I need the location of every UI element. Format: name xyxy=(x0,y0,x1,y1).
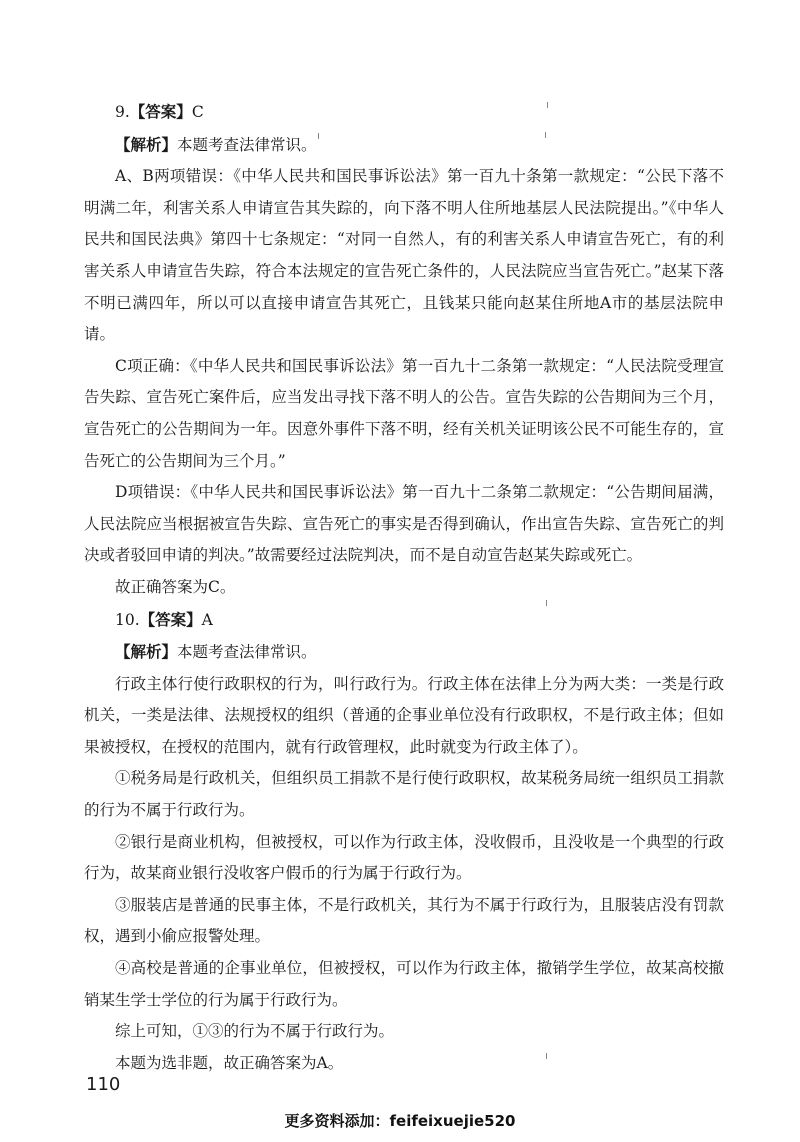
q9-paragraph-c: C项正确：《中华人民共和国民事诉讼法》第一百九十二条第一款规定：“人民法院受理宣告失踪、宣告死亡案件后，应当发出寻找下落不明人的公告。宣告失踪的公告期间为三个月，宣告死亡的公告期间为一年。因意外事件下落不明，经有关机关证明该公民不可能生存的，宣告死亡的公告期间为三个月。” xyxy=(84,356,724,470)
q10-paragraph-item-3: ③服装店是普通的民事主体，不是行政机关，其行为不属于行政行为，且服装店没有罚款权，遇到小偷应报警处理。 xyxy=(84,895,724,946)
q9-answer-value: C xyxy=(191,103,204,121)
q10-paragraph-item-1: ①税务局是行政机关，但组织员工捐款不是行使行政职权，故某税务局统一组织员工捐款的行为不属于行政行为。 xyxy=(84,769,724,820)
page-number: 110 xyxy=(86,1074,121,1095)
q9-answer-label: 【答案】 xyxy=(129,102,192,121)
scan-speck xyxy=(545,132,546,138)
q9-conclusion: 故正确答案为C。 xyxy=(115,577,236,596)
q10-analysis-line xyxy=(84,636,724,669)
q9-analysis-line xyxy=(84,129,724,162)
q10-answer-value: A xyxy=(201,610,213,629)
q10-analysis-label: 【解析】 xyxy=(115,642,178,662)
q10-paragraph-definition: 行政主体行使行政职权的行为，叫行政行为。行政主体在法律上分为两大类：一类是行政机关，一类是法律、法规授权的组织（普通的企事业单位没有行政职权，不是行政主体；但如果被授权，在授权的范围内，就有行政管理权，此时就变为行政主体了）。 xyxy=(84,674,724,756)
page-body xyxy=(84,96,724,1079)
q9-analysis-text: 本题考查法律常识。 xyxy=(177,135,317,154)
q10-summary: 综上可知，①③的行为不属于行政行为。 xyxy=(115,1022,395,1041)
q10-answer-label: 【答案】 xyxy=(139,609,202,629)
scan-speck xyxy=(546,600,547,606)
q10-paragraph-item-4: ④高校是普通的企事业单位，但被授权，可以作为行政主体，撤销学生学位，故某高校撤销某生学士学位的行为属于行政行为。 xyxy=(84,959,724,1009)
scan-speck xyxy=(318,133,319,139)
footer-contact-text: 更多资料添加：feifeixuejie520 xyxy=(284,1112,516,1130)
q9-answer-line xyxy=(84,96,724,129)
q10-answer-line xyxy=(84,604,724,637)
q10-analysis-text: 本题考查法律常识。 xyxy=(177,643,317,662)
q9-paragraph-ab: A、B两项错误：《中华人民共和国民事诉讼法》第一百九十条第一款规定：“公民下落不明满二年，利害关系人申请宣告其失踪的，向下落不明人住所地基层人民法院提出。”《中华人民共和国民法典》第四十七条规定：“对同一自然人，有的利害关系人申请宣告死亡，有的利害关系人申请宣告失踪，符合本法规定的宣告死亡条件的，人民法院应当宣告死亡。”赵某下落不明已满四年，所以可以直接申请宣告其死亡，且钱某只能向赵某住所地A市的基层法院申请。 xyxy=(84,167,724,344)
q9-analysis-label: 【解析】 xyxy=(115,134,178,154)
q9-paragraph-d: D项错误：《中华人民共和国民事诉讼法》第一百九十二条第二款规定：“公告期间届满，人民法院应当根据被宣告失踪、宣告死亡的事实是否得到确认，作出宣告失踪、宣告死亡的判决或者驳回申请的判决。”故需要经过法院判决，而不是自动宣告赵某失踪或死亡。 xyxy=(84,483,724,565)
q9-number: 9. xyxy=(115,103,130,121)
q10-number: 10. xyxy=(115,610,140,629)
scan-speck xyxy=(546,1053,547,1059)
scan-speck xyxy=(547,102,548,108)
q10-conclusion: 本题为选非题，故正确答案为A。 xyxy=(115,1053,344,1072)
q10-paragraph-item-2: ②银行是商业机构，但被授权，可以作为行政主体，没收假币，且没收是一个典型的行政行为，故某商业银行没收客户假币的行为属于行政行为。 xyxy=(84,832,724,883)
